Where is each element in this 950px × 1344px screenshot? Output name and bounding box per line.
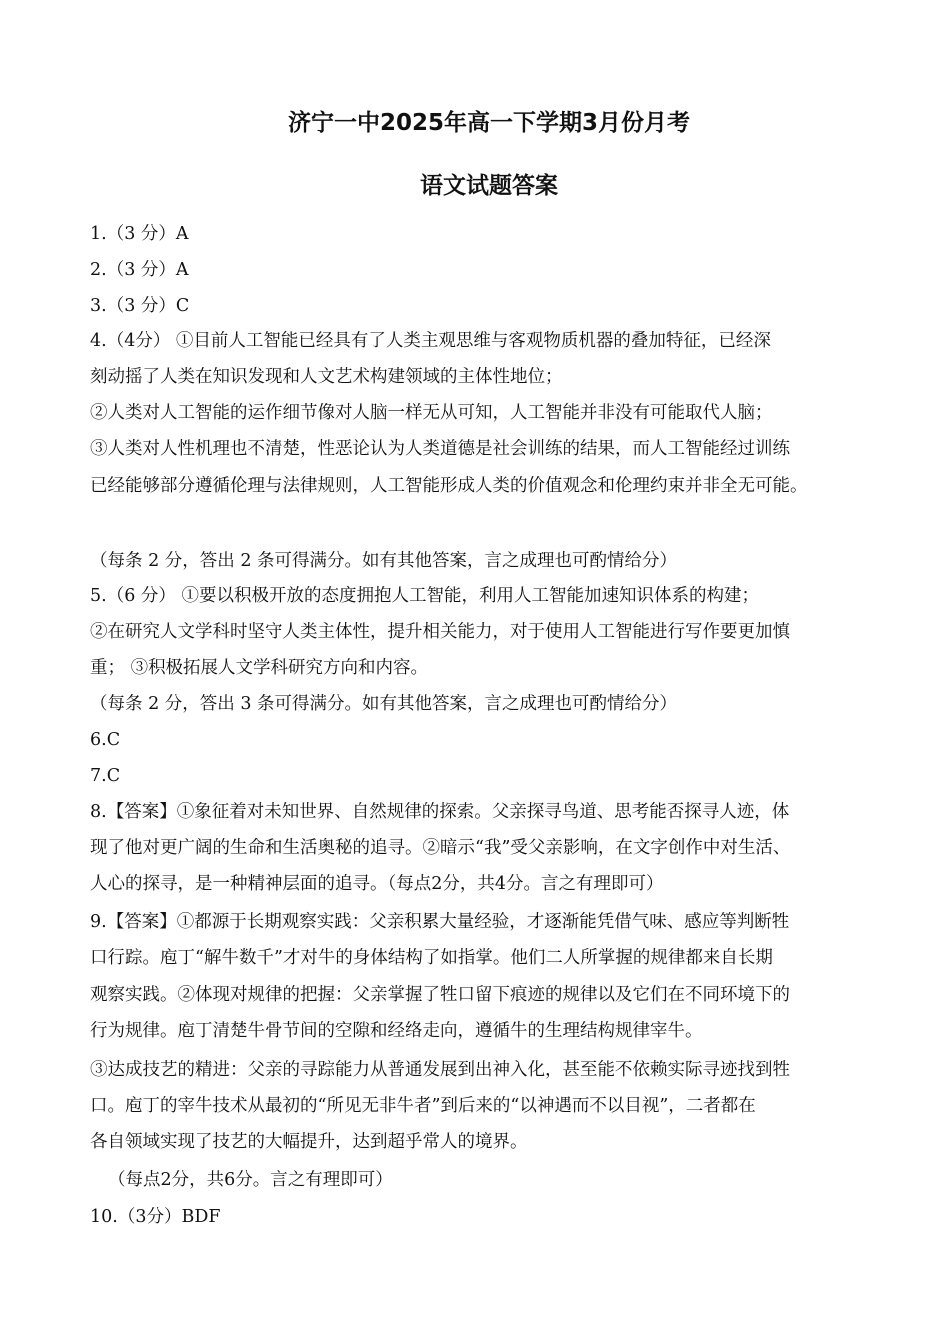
answer-line: （每点2分，共6分。言之有理即可） xyxy=(108,1170,393,1190)
answer-line: 人心的探寻，是一种精神层面的追寻。（每点2分，共4分。言之有理即可） xyxy=(90,874,664,894)
answer-line: 1.（3 分）A xyxy=(90,224,189,244)
answer-line: ②在研究人文学科时坚守人类主体性，提升相关能力，对于使用人工智能进行写作要更加慎 xyxy=(90,622,790,642)
answer-line: （每条 2 分，答出 3 条可得满分。如有其他答案，言之成理也可酌情给分） xyxy=(90,694,678,714)
answer-line: 观察实践。②体现对规律的把握：父亲掌握了牲口留下痕迹的规律以及它们在不同环境下的 xyxy=(90,985,790,1005)
answer-line: 9.【答案】①都源于长期观察实践：父亲积累大量经验，才逐渐能凭借气味、感应等判断牲 xyxy=(90,912,790,932)
answer-line: ③达成技艺的精进：父亲的寻踪能力从普通发展到出神入化，甚至能不依赖实际寻迹找到牲 xyxy=(90,1060,790,1080)
answer-line: 10.（3分）BDF xyxy=(90,1207,221,1227)
answer-line: 4.（4分） ①目前人工智能已经具有了人类主观思维与客观物质机器的叠加特征，已经深 xyxy=(90,331,771,351)
answer-line: ③人类对人性机理也不清楚，性恶论认为人类道德是社会训练的结果，而人工智能经过训练 xyxy=(90,439,790,459)
answer-line: 5.（6 分） ①要以积极开放的态度拥抱人工智能，利用人工智能加速知识体系的构建； xyxy=(90,586,759,606)
answer-line: 6.C xyxy=(90,730,121,750)
answer-line: （每条 2 分，答出 2 条可得满分。如有其他答案，言之成理也可酌情给分） xyxy=(90,551,678,571)
answer-line: 2.（3 分）A xyxy=(90,260,189,280)
page-title: 济宁一中2025年高一下学期3月份月考 xyxy=(287,110,691,136)
answer-line: 口。庖丁的宰牛技术从最初的“所见无非牛者”到后来的“以神遇而不以目视”，二者都在 xyxy=(90,1096,756,1116)
page-subtitle: 语文试题答案 xyxy=(420,173,558,199)
answer-line: 8.【答案】①象征着对未知世界、自然规律的探索。父亲探寻鸟道、思考能否探寻人迹，体 xyxy=(90,802,790,822)
answer-line: 刻动摇了人类在知识发现和人文艺术构建领域的主体性地位； xyxy=(90,367,563,387)
answer-line: 3.（3 分）C xyxy=(90,296,190,316)
answer-line: 行为规律。庖丁清楚牛骨节间的空隙和经络走向，遵循牛的生理结构规律宰牛。 xyxy=(90,1021,703,1041)
answer-line: 重； ③积极拓展人文学科研究方向和内容。 xyxy=(90,658,429,678)
answer-line: 现了他对更广阔的生命和生活奥秘的追寻。②暗示“我”受父亲影响，在文字创作中对生活、 xyxy=(90,838,791,858)
answer-line: 7.C xyxy=(90,766,121,786)
answer-line: ②人类对人工智能的运作细节像对人脑一样无从可知，人工智能并非没有可能取代人脑； xyxy=(90,403,773,423)
answer-line: 各自领域实现了技艺的大幅提升，达到超乎常人的境界。 xyxy=(90,1132,528,1152)
answer-line: 口行踪。庖丁“解牛数千”才对牛的身体结构了如指掌。他们二人所掌握的规律都来自长期 xyxy=(90,948,773,968)
answer-line: 已经能够部分遵循伦理与法律规则，人工智能形成人类的价值观念和伦理约束并非全无可能。 xyxy=(90,476,808,496)
